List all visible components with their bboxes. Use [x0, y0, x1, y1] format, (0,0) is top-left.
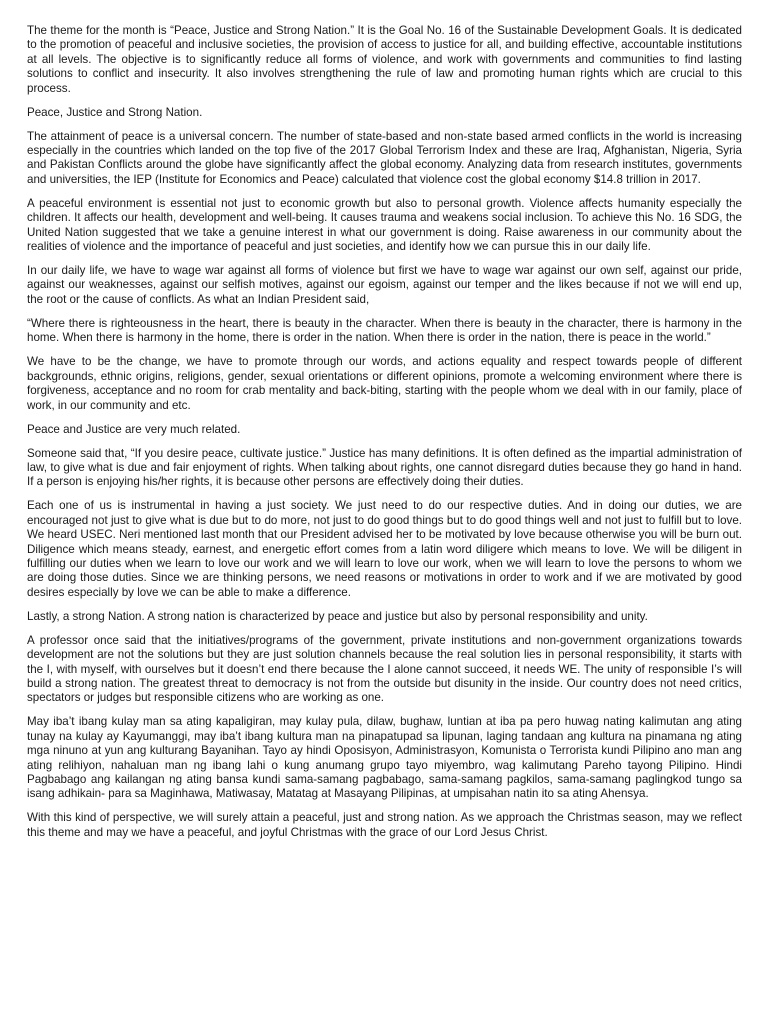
paragraph-just-society: Each one of us is instrumental in having a just society. We just need to do our respective duties. And in doing our duties, we are encouraged not just to give what is due but to do more, not just to do good things but to do good things well and not just to fulfill but to love. We heard USEC. Neri mentioned last month that our President advised her to be motivated by love because otherwise you will be burn out. Diligence which means steady, earnest, and energetic effort comes from a latin word diligere which means to love. We will be diligent in fulfilling our duties when we learn to love our work and we will learn to love our work, when we will learn to love the persons to whom we are doing those duties. Since we are thinking persons, we need reasons or motivations in order to work and if we are motivated by good desires especially by love we can be able to make a difference. — [27, 499, 742, 599]
paragraph-quote: “Where there is righteousness in the heart, there is beauty in the character. When there is beauty in the character, there is harmony in the home. When there is harmony in the home, there is order in the nation. When there is order in the nation, there is peace in the world.” — [27, 316, 742, 345]
paragraph-justice-definition: Someone said that, “If you desire peace, cultivate justice.” Justice has many definitions. It is often defined as the impartial administration of law, to give what is due and fair enjoyment of rights. When talking about rights, one cannot disregard duties because they go hand in hand. If a person is enjoying his/her rights, it is because other persons are effectively doing their duties. — [27, 446, 742, 489]
paragraph-closing: With this kind of perspective, we will surely attain a peaceful, just and strong nation. As we approach the Christmas season, may we reflect this theme and may we have a peaceful, and joyful Christmas with the grace of our Lord Jesus Christ. — [27, 811, 742, 839]
paragraph-filipino: May iba’t ibang kulay man sa ating kapaligiran, may kulay pula, dilaw, bughaw, luntian at iba pa pero huwag nating kalimutan ang ating tunay na kulay ay Kayumanggi, may iba’t ibang kultura man na pinapatupad sa lipunan, laging tandaan ang kultura na pinamana ng ating mga ninuno at yun ang kulturang Bayanihan. Tayo ay hindi Oposisyon, Administrasyon, Komunista o Terrorista kundi Pilipino ano man ang ating relihiyon, nahaluan man ng ibang lahi o kung anumang grupo tayo miyembro, wag kalimutang Pareho tayong Pilipino. Hindi Pagbabago ang kailangan ng ating bansa kundi sama-samang pagbabago, sama-samang pagkilos, sama-samang paglingkod tungo sa isang adhikain- para sa Maginhawa, Matiwasay, Matatag at Masayang Pilipinas, at umpisahan natin ito sa ating Ahensya. — [27, 715, 742, 801]
paragraph-heading: Peace, Justice and Strong Nation. — [27, 105, 203, 119]
paragraph-peace-concern: The attainment of peace is a universal concern. The number of state-based and non-state based armed conflicts in the world is increasing especially in the countries which landed on the top five of the 2017 Global Terrorism Index and these are Iraq, Afghanistan, Nigeria, Syria and Pakistan Conflicts around the globe have significantly affect the global economy. Analyzing data from research institutes, governments and universities, the IEP (Institute for Economics and Peace) calculated that violence cost the global economy $14.8 trillion in 2017. — [27, 129, 742, 186]
paragraph-professor: A professor once said that the initiatives/programs of the government, private institutions and non-government organizations towards development are not the solutions but they are just solution channels because the real solution lies in personal responsibility, it starts with the I, with myself, with ourselves but it doesn’t end there because the I alone cannot succeed, it needs WE. The unity of responsible I’s will build a strong nation. The greatest threat to democracy is not from the outside but disunity in the inside. Our country does not need critics, spectators or judges but responsible citizens who are working as one. — [27, 633, 742, 705]
paragraph-peaceful-environment: A peaceful environment is essential not just to economic growth but also to personal growth. Violence affects humanity especially the children. It affects our health, development and well-being. It causes trauma and weakens social inclusion. To achieve this No. 16 SDG, the United Nation suggested that we take a genuine interest in what our government is doing. Raise awareness in our community about the realities of violence and the importance of peaceful and just societies, and identify how we can pursue this in our daily life. — [27, 196, 742, 254]
paragraph-daily-life: In our daily life, we have to wage war against all forms of violence but first we have to wage war against our own self, against our pride, against our weaknesses, against our selfish motives, against our egoism, against our temper and the likes because if not we will end up, the root or the cause of conflicts. As what an Indian President said, — [27, 264, 742, 306]
paragraph-strong-nation: Lastly, a strong Nation. A strong nation is characterized by peace and justice but also by personal responsibility and unity. — [27, 609, 648, 623]
paragraph-theme-intro: The theme for the month is “Peace, Justice and Strong Nation.” It is the Goal No. 16 of the Sustainable Development Goals. It is dedicated to the promotion of peaceful and inclusive societies, the provision of access to justice for all, and building effective, accountable institutions at all levels. The objective is to significantly reduce all forms of violence, and work with governments and communities to find lasting solutions to conflict and insecurity. It also involves strengthening the rule of law and promoting human rights which are crucial to this process. — [27, 24, 742, 95]
paragraph-be-the-change: We have to be the change, we have to promote through our words, and actions equality and respect towards people of different backgrounds, ethnic origins, religions, gender, sexual orientations or different opinions, promote a welcoming environment where there is forgiveness, acceptance and no room for crab mentality and back-biting, starting with the people whom we deal with in our family, place of work, in our community and etc. — [27, 355, 742, 412]
paragraph-peace-justice-related: Peace and Justice are very much related. — [27, 422, 241, 436]
